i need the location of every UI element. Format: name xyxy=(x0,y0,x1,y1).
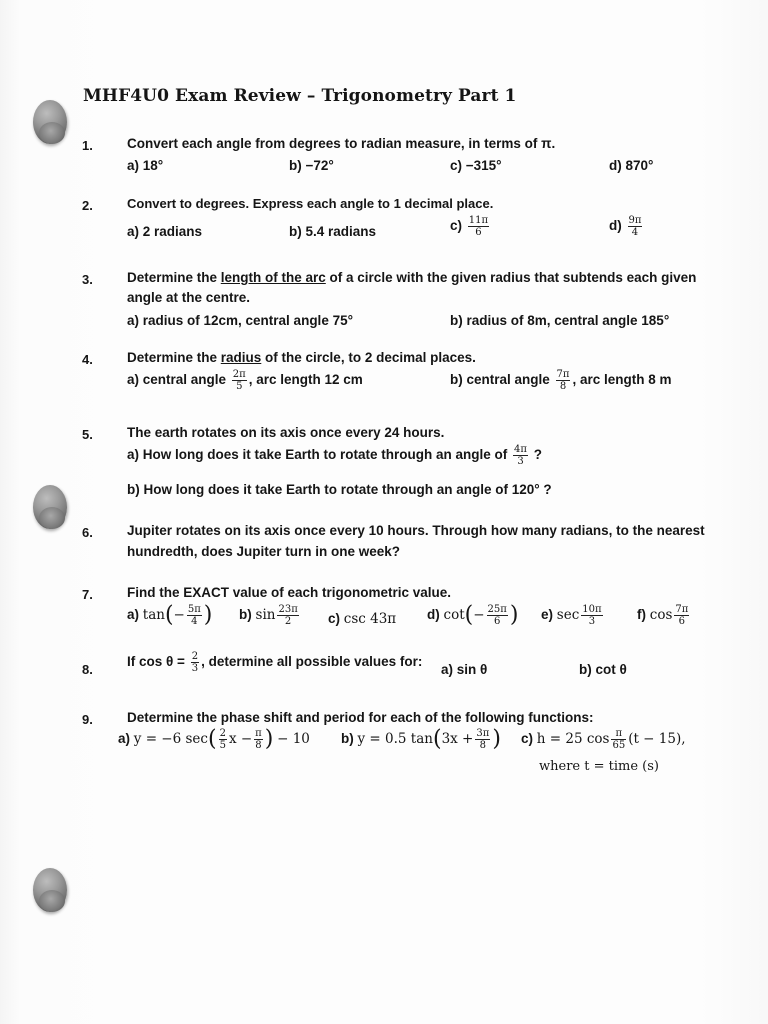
question-2-part-d xyxy=(609,215,644,238)
page-title: MHF4U0 Exam Review – Trigonometry Part 1 xyxy=(83,86,517,106)
question-4-part-b: b) central angle $\frac{7\pi}{8}$ , arc length 8 m xyxy=(450,369,672,392)
question-7-part-d-fraction: $\frac{25\pi}{6}$ xyxy=(487,604,507,627)
question-7-part-d: d) cot(− $\frac{25\pi}{6}$ ) xyxy=(427,602,519,628)
question-5-part-a-fraction: $\frac{4\pi}{3}$ xyxy=(514,444,527,467)
question-4-part-a: a) central angle $\frac{2\pi}{5}$ , arc length 12 cm xyxy=(127,369,363,392)
question-3-part-b: b) radius of 8m, central angle 185° xyxy=(450,313,670,328)
question-4-number: 4. xyxy=(82,352,93,367)
question-1-part-b: b) −72° xyxy=(289,158,334,173)
question-7-part-e: e) sec $\frac{10\pi}{3}$ xyxy=(541,604,602,627)
question-2-text: Convert to degrees. Express each angle to 1 decimal place. xyxy=(127,196,494,211)
punch-hole-top xyxy=(33,100,67,144)
question-2-part-d-fraction: $\frac{9\pi}{4}$ xyxy=(628,215,642,238)
question-7-number: 7. xyxy=(82,587,93,602)
question-2-number: 2. xyxy=(82,198,93,213)
question-9-part-c-line2: where t = time (s) xyxy=(539,759,659,774)
punch-hole-bottom xyxy=(33,868,67,912)
question-9-part-b: b) y = 0.5 tan(3x + $\frac{3\pi}{8}$ ) xyxy=(341,726,501,752)
question-4-part-a-fraction: $\frac{2\pi}{5}$ xyxy=(232,369,246,392)
question-6-text-line2: hundredth, does Jupiter turn in one week? xyxy=(127,544,401,559)
question-1-part-d: d) 870° xyxy=(609,158,654,173)
question-8-fraction: $\frac{2}{3}$ xyxy=(191,651,199,674)
question-1-text: Convert each angle from degrees to radian measure, in terms of π. xyxy=(127,136,556,151)
question-3-number: 3. xyxy=(82,272,93,287)
question-6-number: 6. xyxy=(82,525,93,540)
question-6-text-line1: Jupiter rotates on its axis once every 10 hours. Through how many radians, to the nearest xyxy=(127,523,705,538)
question-3-text-line2: angle at the centre. xyxy=(127,290,251,305)
question-2-part-d-label: d) xyxy=(609,218,622,234)
question-3-text: Determine the length of the arc of a circle with the given radius that subtends each given xyxy=(127,270,697,285)
question-9-part-a-fraction-1: $\frac{2}{5}$ xyxy=(219,728,226,751)
question-7-part-c: c) csc 43π xyxy=(328,611,397,627)
question-7-part-f: f) cos $\frac{7\pi}{6}$ xyxy=(637,604,689,627)
question-5-part-a: a) How long does it take Earth to rotate through an angle of $\frac{4\pi}{3}$ ? xyxy=(127,444,542,467)
question-7-text: Find the EXACT value of each trigonometric value. xyxy=(127,585,452,600)
question-4-text: Determine the radius of the circle, to 2 decimal places. xyxy=(127,350,476,365)
question-7-part-a-fraction: $\frac{5\pi}{4}$ xyxy=(187,604,201,627)
question-7-part-b-fraction: $\frac{23\pi}{2}$ xyxy=(278,604,298,627)
question-7-part-b: b) sin $\frac{23\pi}{2}$ xyxy=(239,604,298,627)
question-2-part-c xyxy=(450,215,491,238)
question-5-part-b: b) How long does it take Earth to rotate through an angle of 120° ? xyxy=(127,482,552,497)
question-3-part-a: a) radius of 12cm, central angle 75° xyxy=(127,313,353,328)
question-8-text: If cos θ = $\frac{2}{3}$ , determine all possible values for: xyxy=(127,651,423,674)
question-9-part-a-fraction-2: $\frac{\pi}{8}$ xyxy=(255,728,262,751)
question-2-part-a: a) 2 radians xyxy=(127,224,203,239)
question-9-part-c-fraction: $\frac{\pi}{65}$ xyxy=(612,728,626,751)
punch-hole-middle xyxy=(33,485,67,529)
question-2-part-c-fraction: $\frac{11\pi}{6}$ xyxy=(468,215,489,238)
question-5-text: The earth rotates on its axis once every 24 hours. xyxy=(127,425,445,440)
question-7-part-a: a) tan(− $\frac{5\pi}{4}$ ) xyxy=(127,602,213,628)
question-7-part-f-fraction: $\frac{7\pi}{6}$ xyxy=(675,604,689,627)
question-8-number: 8. xyxy=(82,662,93,677)
question-1-part-a: a) 18° xyxy=(127,158,164,173)
question-9-number: 9. xyxy=(82,712,93,727)
question-9-part-b-fraction: $\frac{3\pi}{8}$ xyxy=(476,728,490,751)
question-5-number: 5. xyxy=(82,427,93,442)
question-1-number: 1. xyxy=(82,138,93,153)
question-1-part-c: c) −315° xyxy=(450,158,502,173)
question-9-text: Determine the phase shift and period for each of the following functions: xyxy=(127,710,594,725)
question-2-part-c-label: c) xyxy=(450,218,463,234)
question-4-part-b-fraction: $\frac{7\pi}{8}$ xyxy=(556,369,570,392)
question-2-part-b: b) 5.4 radians xyxy=(289,224,377,239)
question-8-part-a: a) sin θ xyxy=(441,662,488,677)
question-9-part-a: a) y = −6 sec( $\frac{2}{5}$ x − $\frac{\pi}{8}$ ) − 10 xyxy=(118,726,310,752)
question-9-part-c: c) h = 25 cos $\frac{\pi}{65}$ (t − 15), xyxy=(521,728,686,751)
question-7-part-e-fraction: $\frac{10\pi}{3}$ xyxy=(582,604,602,627)
question-8-part-b: b) cot θ xyxy=(579,662,627,677)
